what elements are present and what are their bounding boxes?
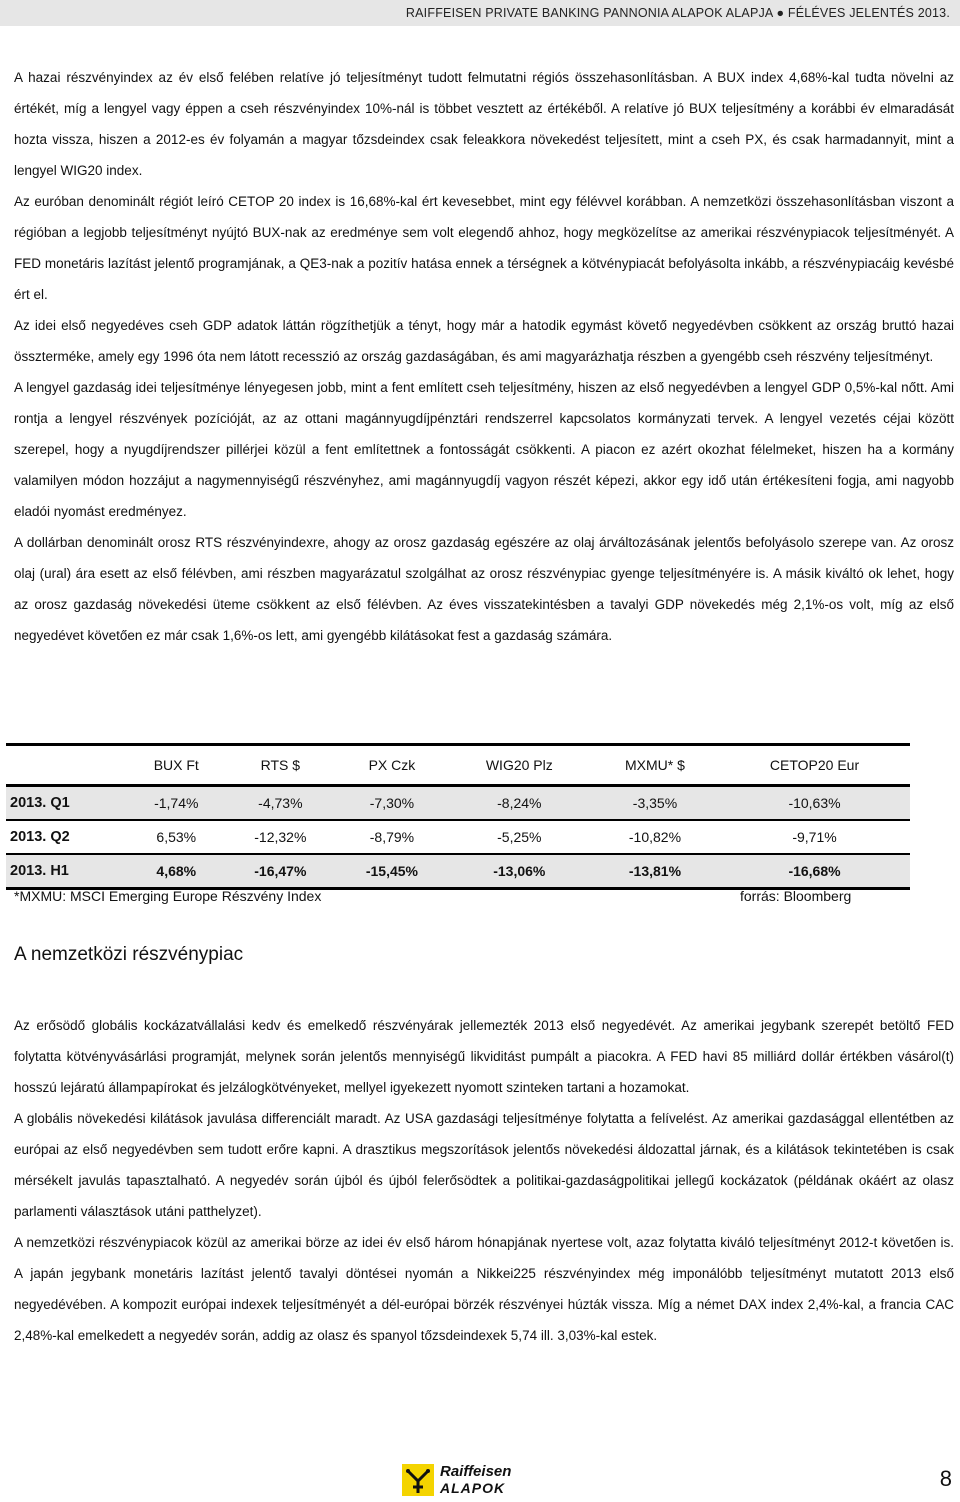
page-number: 8 (939, 1466, 952, 1491)
table-cell: -16,68% (719, 854, 910, 889)
logo-subtext: ALAPOK (440, 1480, 506, 1496)
index-performance-table (6, 743, 910, 890)
table-row (6, 820, 910, 854)
table-cell: -13,81% (591, 854, 719, 889)
table-cell: -16,47% (225, 854, 337, 889)
table-cell: -8,79% (369, 829, 415, 845)
column-header: MXMU* $ (625, 757, 685, 773)
paragraph: Az erősödő globális kockázatvállalási kedv és emelkedő részvényárak jellemezték 2013 első negyedévét. Az amerikai jegybank szerepét betöltő FED folytatta kötvényvásárlási programját, melynek során jelentős mennyiségű likviditást pumpált a piacokra. A FED havi 85 milliárd dollár értékben vásárol(t) hosszú lejáratú állampapírokat és jelzálogkötvényeket, mellyel igyekezett nyomott szinteken tartani a hozamokat. (14, 1018, 954, 1095)
paragraph: A dollárban denominált orosz RTS részvényindexre, ahogy az orosz gazdaság egészére az olaj árváltozásának jelentős befolyásolo szerepe van. Az orosz olaj (ural) ára esett az első félévben, ami részben magyarázatul szolgálhat az orosz részvénypiac gyenge teljesítményére is. A másik kiváltó ok lehet, hogy az orosz gazdaság növekedési üteme csökkent az első félévben. Az éves visszatekintésben a tavalyi GDP növekedés még 2,1%-os volt, míg az első negyedévet követően ez már csak 1,6%-os lett, ami gyengébb kilátásokat fest a gazdaság számára. (14, 535, 954, 643)
logo-text: Raiffeisen (440, 1463, 512, 1480)
paragraph: A lengyel gazdaság idei teljesítménye lényegesen jobb, mint a fent említett cseh teljesítmény, hiszen az első negyedévben a lengyel GDP 0,5%-kal nőtt. Ami rontja a lengyel részvények pozícióját, az az ottani magánnyugdíjpénztári rendszerrel kapcsolatos kormányzati tervek. A lengyel vezetés céjai között szerepel, hogy a nyugdíjrendszer pillérjei közül a fent említettnek a fontosságát csökkenti. A piacon ez azért okozhat félelmeket, hiszen ha a kormány valamilyen módon hozzájut a nagymennyiségű részvényhez, ami magánnyugdíj vagyon részét képezi, akkor egy idő után értékesíteni fogja, ami nagyobb eladói nyomást eredményez. (14, 380, 954, 519)
report-title: RAIFFEISEN PRIVATE BANKING PANNONIA ALAPOK ALAPJA ● FÉLÉVES JELENTÉS 2013. (405, 6, 950, 20)
table-cell: -13,06% (448, 854, 591, 889)
paragraph: A hazai részvényindex az év első felében relatíve jó teljesítményt tudott felmutatni régiós összehasonlításban. A BUX index 4,68%-kal tudta növelni az értékét, míg a lengyel vagy éppen a cseh részvényindex 10%-nál is többet vesztett az értékéből. A relatíve jó BUX teljesítmény a korábbi év elmaradását hozta vissza, hiszen a 2012-es év folyamán a magyar tőzsdeindex csak feleakkora növekedést teljesített, mint a cseh PX, és csak harmadannyit, mint a lengyel WIG20 index. (14, 70, 954, 178)
row-label: 2013. H1 (6, 854, 128, 889)
paragraph: Az euróban denominált régiót leíró CETOP 20 index is 16,68%-kal ért kevesebbet, mint egy félévvel korábban. A nemzetközi összehasonlításban viszont a régióban a legjobb teljesítményt nyújtó BUX-nak az eredménye sem volt elegendő ahhoz, hogy megközelítse az amerikai részvénypiacok teljesítményét. A FED monetáris lazítást jelentő programjának, a QE3-nak a pozitív hatása ennek a térségnek a kötvénypiacát befolyásolta inkább, a részvénypiacáig kevésbé ért el. (14, 194, 954, 302)
table-cell: -8,24% (448, 786, 591, 821)
table-row (6, 854, 910, 889)
raiffeisen-logo (402, 1462, 524, 1498)
table-header-row (6, 745, 910, 786)
table-cell: -5,25% (497, 829, 542, 845)
regional-market-text (14, 62, 954, 651)
column-header: RTS $ (260, 757, 301, 773)
paragraph: A nemzetközi részvénypiacok közül az amerikai börze az idei év első három hónapjának nyertese volt, azaz folytatta kiváló teljesítményt 2012-t követően is. A japán jegybank monetáris lazítást jelentő tavalyi döntései nyomán a Nikkei225 részvényindex még imponálóbb teljesítményt mutatott 2013 első negyedévében. A kompozit európai indexek teljesítményét a dél-európai börzék részvényei húzták vissza. Míg a német DAX index 2,4%-kal, a francia CAC 2,48%-kal emelkedett a negyedév során, addig az olasz és spanyol tőzsdeindexek 5,74 ill. 3,03%-kal estek. (14, 1235, 954, 1343)
table-cell: -10,82% (628, 829, 682, 845)
table-source: forrás: Bloomberg (740, 888, 852, 904)
table-cell: -15,45% (336, 854, 448, 889)
international-market-text (14, 1010, 954, 1351)
page-header (0, 0, 960, 26)
table-cell: -7,30% (336, 786, 448, 821)
table-cell: -3,35% (591, 786, 719, 821)
table-cell: 4,68% (128, 854, 225, 889)
column-header: WIG20 Plz (485, 757, 553, 773)
column-header: BUX Ft (153, 757, 199, 773)
table-cell: -9,71% (792, 829, 837, 845)
table-footnote: *MXMU: MSCI Emerging Europe Részvény Index (14, 888, 322, 904)
table-cell: -4,73% (225, 786, 337, 821)
row-label: 2013. Q1 (6, 786, 128, 821)
table-row (6, 786, 910, 821)
column-header: PX Czk (368, 757, 416, 773)
paragraph: Az idei első negyedéves cseh GDP adatok láttán rögzíthetjük a tényt, hogy már a hatodik egymást követő negyedévben csökkent az ország bruttó hazai össztermékе, amely egy 1996 óta nem látott recesszió az ország gazdaságában, és ami magyarázhatja részben a gyengébb cseh részvény teljesítményt. (14, 318, 954, 364)
table-cell: 6,53% (156, 829, 197, 845)
section-heading: A nemzetközi részvénypiac (14, 944, 244, 965)
column-header (6, 745, 128, 786)
table-cell: -10,63% (719, 786, 910, 821)
table-cell: -1,74% (128, 786, 225, 821)
table-cell: -12,32% (254, 829, 307, 845)
column-header: CETOP20 Eur (769, 757, 860, 773)
raiffeisen-gable-cross-icon (402, 1464, 434, 1496)
paragraph: A globális növekedési kilátások javulása differenciált maradt. Az USA gazdasági teljesítménye folytatta a felívelést. Az amerikai gazdasággal ellentétben az európai az első negyedévben sem tudott erőre kapni. A drasztikus megszorítások jelentős növekedési áldozattal járnak, és a kilátások tekintetében is csak mérsékelt javulás tapasztalható. A negyedév során újból és újból felerősödtek a politikai-gazdaságpolitikai jellegű kockázatok (példának okáért az olasz parlamenti választások utáni patthelyzet). (14, 1111, 954, 1219)
row-label: 2013. Q2 (10, 829, 70, 845)
